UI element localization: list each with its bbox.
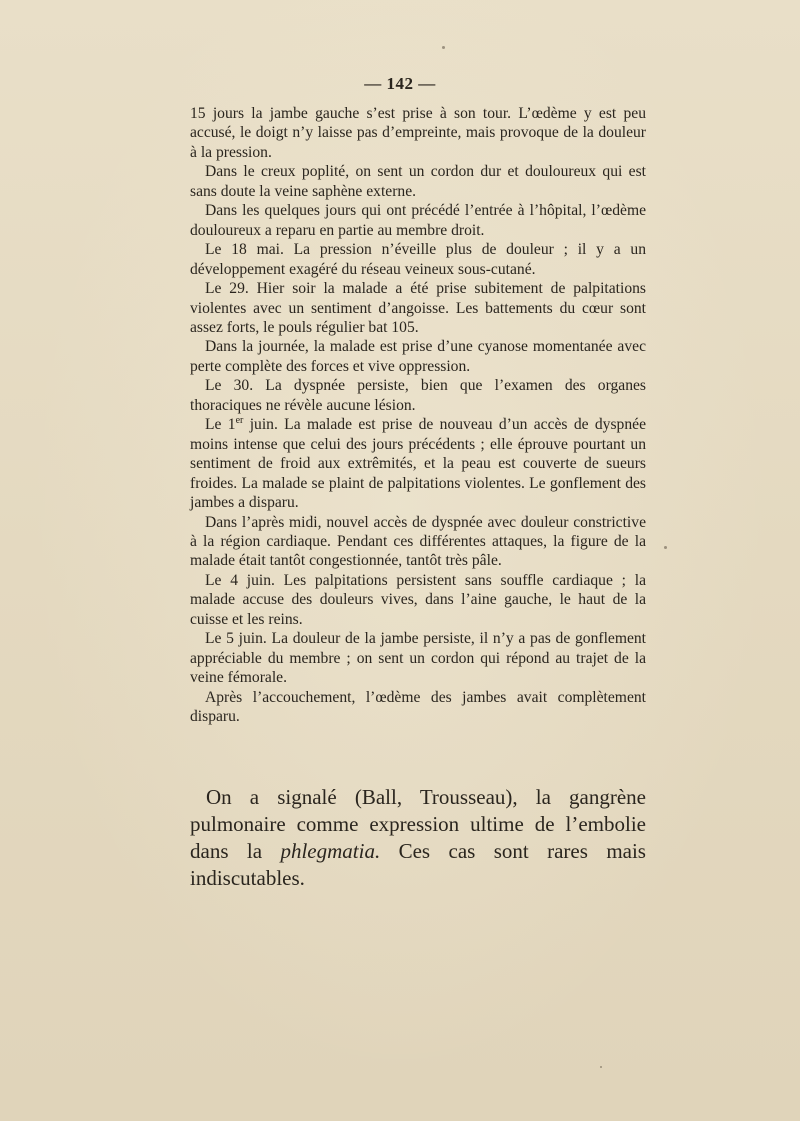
paragraph: Après l’accouchement, l’œdème des jambes avait complètement disparu. [190,688,646,726]
ordinal-superscript: er [235,415,244,427]
paper-speck [600,1066,602,1068]
paper-speck [664,546,667,549]
italic-term: phlegmatia. [280,839,381,863]
paragraph: Le 4 juin. Les palpitations persistent sans souffle cardiaque ; la malade accuse des douleurs vives, dans l’aine gauche, le haut de la cuisse et les reins. [190,571,646,628]
paragraph: Le 5 juin. La douleur de la jambe persiste, il n’y a pas de gonflement appréciable du membre ; on sent un cordon qui répond au trajet de la veine fémorale. [190,630,646,687]
paragraph: Dans l’après midi, nouvel accès de dyspnée avec douleur constrictive à la région cardiaque. Pendant ces différentes attaques, la figure de la malade était tantôt congestionnée, tantôt très pâle. [190,513,646,570]
paragraph: Le 30. La dyspnée persiste, bien que l’examen des organes thoraciques ne révèle aucune lésion. [190,377,646,414]
conclusion-paragraph [190,784,646,892]
paragraph-june-1 [190,415,646,512]
paragraph: Le 18 mai. La pression n’éveille plus de douleur ; il y a un développement exagéré du réseau veineux sous-cutané. [190,241,646,278]
conclusion-text-end: Ces cas sont rares mais indiscutables. [190,839,646,890]
case-report-text [190,104,646,727]
conclusion-text: On a signalé (Ball, Trousseau), la gangrène pulmonaire comme expression ultime de l’embolie dans la [190,785,646,863]
paragraph-body: juin. La malade est prise de nouveau d’un accès de dyspnée moins intense que celui des jours précédents ; elle éprouve pourtant un sentiment de froid aux extrêmités, et la peau est couverte de sueurs froides. La malade se plaint de palpitations violentes. Le gonflement des jambes a disparu. [190,416,646,512]
paper-speck [442,46,445,49]
paragraph: Dans le creux poplité, on sent un cordon dur et douloureux qui est sans doute la veine saphène externe. [190,163,646,200]
date-prefix: Le 1 [205,416,236,434]
page-number: — 142 — [364,74,436,93]
paragraph: Le 29. Hier soir la malade a été prise subitement de palpitations violentes avec un sentiment d’angoisse. Les battements du cœur sont assez forts, le pouls régulier bat 105. [190,280,646,336]
paragraph: 15 jours la jambe gauche s’est prise à son tour. L’œdème y est peu accusé, le doigt n’y laisse pas d’empreinte, mais provoque de la douleur à la pression. [190,105,646,161]
paragraph: Dans la journée, la malade est prise d’une cyanose momentanée avec perte complète des forces et vive oppression. [190,338,646,375]
paragraph: Dans les quelques jours qui ont précédé l’entrée à l’hôpital, l’œdème douloureux a reparu en partie au membre droit. [190,202,646,239]
